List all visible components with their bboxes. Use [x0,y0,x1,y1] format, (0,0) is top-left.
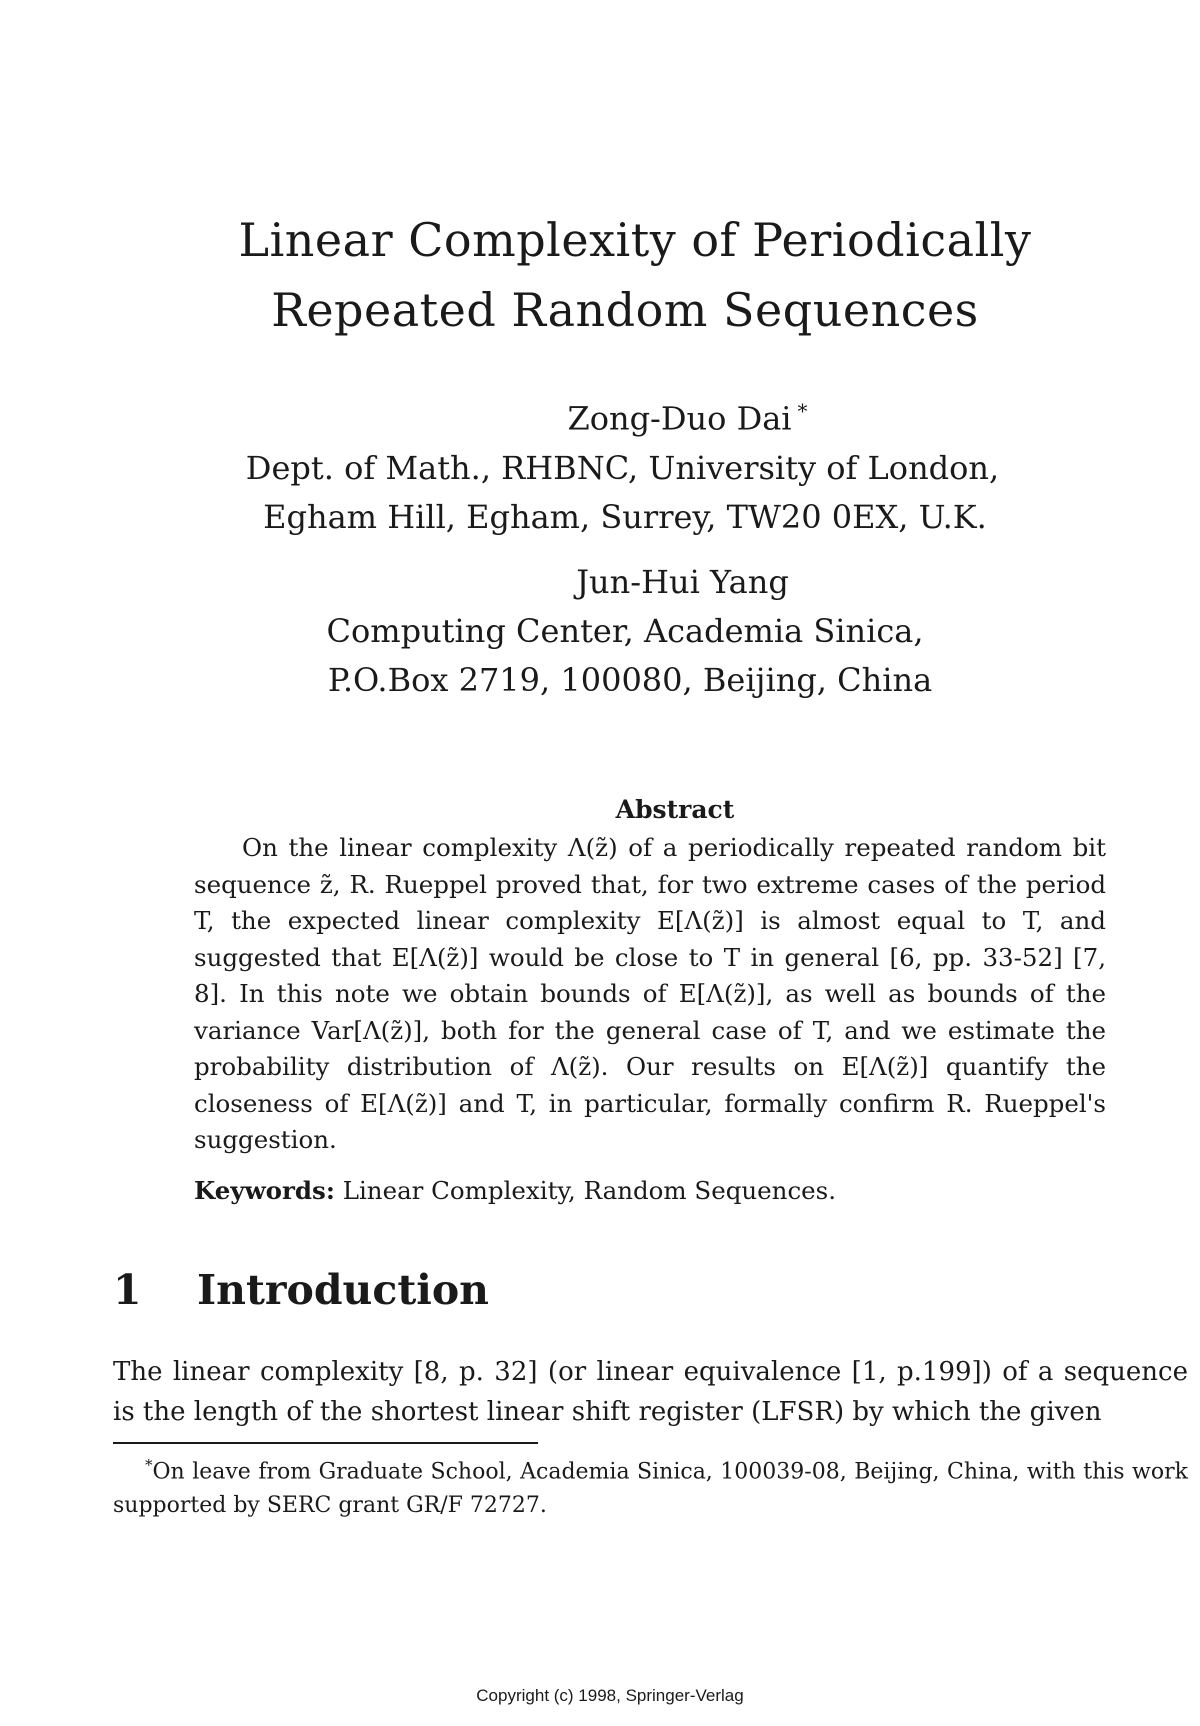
author-name-1-text: Zong-Duo Dai [567,399,792,438]
author-2-affiliation-line2: P.O.Box 2719, 100080, Beijing, China [327,661,933,699]
author-name-1 [175,387,1200,444]
author-block-1 [0,387,1200,542]
section-title: Introduction [197,1266,489,1314]
paper-title-line1: Linear Complexity of Periodically [238,213,1032,267]
introduction-text [113,1352,1188,1432]
footnote-divider [113,1442,538,1444]
introduction-paragraph: The linear complexity [8, p. 32] (or linear equivalence [1, p.199]) of a sequence is the length of the shortest linear shift register (LFSR) by which the given [113,1357,1188,1427]
section-number: 1 [113,1266,142,1314]
author-2-affiliation-line1: Computing Center, Academia Sinica, [326,612,924,650]
keywords-label: Keywords: [194,1176,335,1205]
author-1-affiliation-line1: Dept. of Math., RHBNC, University of London, [245,448,1000,487]
paper-title-line2: Repeated Random Sequences [271,283,979,337]
author-block-2 [0,558,1200,705]
section-heading-introduction [113,1262,489,1318]
author-name-2: Jun-Hui Yang [576,563,789,601]
paper-title [0,205,1200,345]
copyright-notice: Copyright (c) 1998, Springer-Verlag [476,1686,744,1705]
keywords [194,1173,1106,1209]
keywords-text: Linear Complexity, Random Sequences. [342,1176,837,1205]
author-1-affiliation-line2: Egham Hill, Egham, Surrey, TW20 0EX, U.K. [263,497,987,536]
author-footnote-mark: * [797,399,808,423]
footnote-mark: * [145,1456,153,1474]
footnote-text: On leave from Graduate School, Academia Sinica, 100039-08, Beijing, China, with this work supported by SERC grant GR/F 72727. [113,1459,1188,1519]
footnote [113,1448,1188,1523]
abstract-heading: Abstract [615,795,735,824]
abstract-text [194,830,1106,1159]
abstract-paragraph: On the linear complexity Λ(z̃) of a periodically repeated random bit sequence z̃, R. Rueppel proved that, for two extreme cases of the period T, the expected linear complexity E[Λ(z̃)] is almost equal to T, and suggested that E[Λ(z̃)] would be close to T in general [6, pp. 33-52] [7, 8]. In this note we obtain bounds of E[Λ(z̃)], as well as bounds of the variance Var[Λ(z̃)], both for the general case of T, and we estimate the probability distribution of Λ(z̃). Our results on E[Λ(z̃)] quantify the closeness of E[Λ(z̃)] and T, in particular, formally confirm R. Rueppel's suggestion. [194,833,1106,1154]
